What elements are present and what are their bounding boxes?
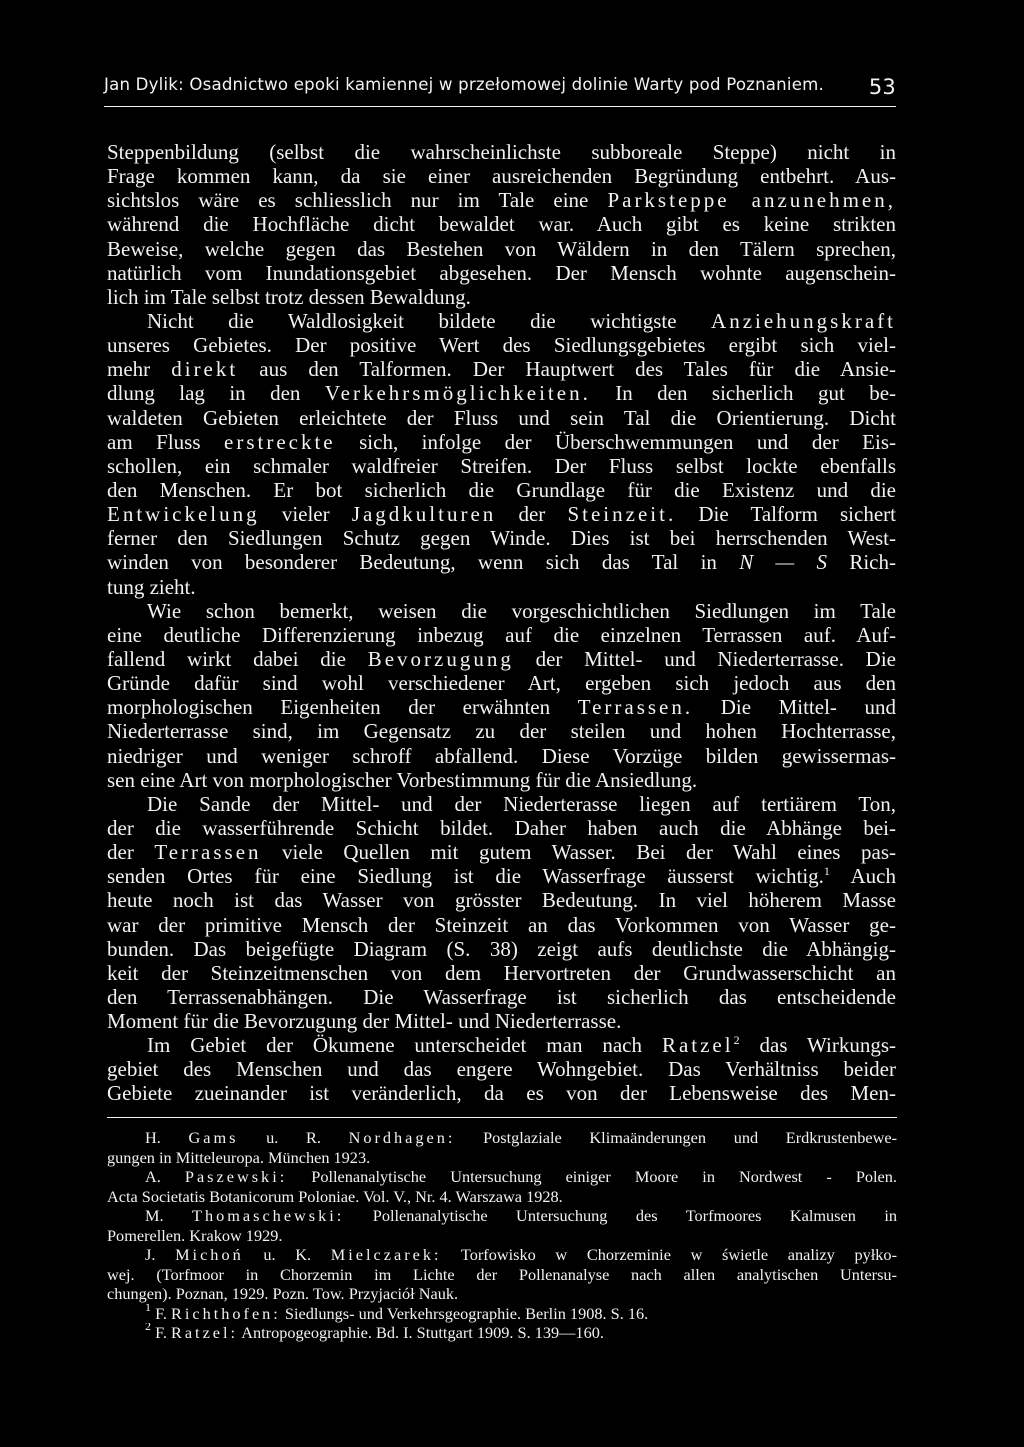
text-run: Postglaziale Klimaänderungen und Erdkrustenbewe- bbox=[455, 1128, 897, 1147]
text-run: J. bbox=[145, 1245, 176, 1264]
spaced-emphasis: Mielczarek: bbox=[330, 1245, 442, 1264]
text-run: während die Hochfläche dicht bewaldet war. Auch gibt es keine strikten bbox=[107, 212, 896, 237]
text-run: waldeten Gebieten erleichtete der Fluss und sein Tal die Orientierung. Dicht bbox=[107, 405, 896, 430]
page-number: 53 bbox=[868, 75, 896, 99]
text-run: H. bbox=[145, 1128, 189, 1147]
spaced-emphasis: Ratzel: bbox=[170, 1323, 239, 1342]
text-line bbox=[107, 1009, 896, 1033]
footnote-line bbox=[107, 1245, 897, 1265]
text-line bbox=[107, 430, 896, 454]
text-line bbox=[107, 937, 896, 961]
text-run: war der primitive Mensch der Steinzeit an das Vorkommen von Wasser ge- bbox=[107, 912, 896, 937]
text-run: sichtslos wäre es schliesslich nur im Tale eine bbox=[107, 188, 608, 213]
text-run: das Wirkungs- bbox=[739, 1033, 896, 1058]
text-run: F. bbox=[151, 1323, 171, 1342]
text-run: Die Sande der Mittel- und der Niederterasse liegen auf tertiärem Ton, bbox=[147, 791, 896, 816]
text-run: der Mittel- und Niederterrasse. Die bbox=[513, 646, 896, 671]
text-run: aus den Talformen. Der Hauptwert des Tales für die Ansie- bbox=[238, 357, 896, 382]
text-run: unseres Gebietes. Der positive Wert des Siedlungsgebietes ergibt sich viel- bbox=[107, 333, 896, 358]
text-line bbox=[107, 164, 896, 188]
running-header bbox=[104, 75, 896, 99]
text-run: vieler bbox=[259, 502, 352, 527]
text-run: niedriger und weniger schroff abfallend. Diese Vorzüge bilden gewissermas- bbox=[107, 743, 896, 768]
text-line bbox=[107, 212, 896, 236]
text-run: Die Mittel- und bbox=[693, 695, 896, 720]
spaced-emphasis: Terrassen. bbox=[577, 695, 694, 720]
footnote-line bbox=[107, 1206, 897, 1226]
text-line bbox=[107, 864, 896, 888]
footnote-line bbox=[107, 1148, 897, 1168]
text-line bbox=[107, 140, 896, 164]
text-run: winden von besonderer Bedeutung, wenn sich das Tal in bbox=[107, 550, 740, 575]
text-line bbox=[107, 1057, 896, 1081]
text-run: u. R. bbox=[238, 1128, 349, 1147]
footnote-ref: 1 bbox=[823, 864, 830, 879]
text-run: bunden. Das beigefügte Diagram (S. 38) zeigt aufs deutlichste die Abhängig- bbox=[107, 936, 896, 961]
text-line bbox=[107, 840, 896, 864]
footnote-ref: 1 bbox=[145, 1303, 151, 1314]
text-run: Gründe dafür sind wohl verschiedener Art, ergeben sich jedoch aus den bbox=[107, 671, 896, 696]
text-line bbox=[107, 526, 896, 550]
text-line bbox=[107, 623, 896, 647]
text-line bbox=[107, 719, 896, 743]
text-run: heute noch ist das Wasser von grösster Bedeutung. In viel höherem Masse bbox=[107, 888, 896, 913]
footnote-line bbox=[107, 1187, 897, 1207]
text-line bbox=[107, 888, 896, 912]
text-line bbox=[107, 261, 896, 285]
text-run: Pollenanalytische Untersuchung des Torfmoores Kalmusen in bbox=[344, 1206, 897, 1225]
text-run: F. bbox=[151, 1303, 171, 1323]
text-run: am Fluss bbox=[107, 429, 224, 454]
text-line bbox=[107, 768, 896, 792]
text-line bbox=[107, 550, 896, 574]
text-line bbox=[107, 237, 896, 261]
text-run: N — S bbox=[739, 550, 828, 575]
text-run: keit der Steinzeitmenschen von dem Hervortreten der Grundwasserschicht an bbox=[107, 960, 896, 985]
text-line bbox=[107, 502, 896, 526]
text-run: dlung lag in den bbox=[107, 381, 325, 406]
spaced-emphasis: Verkehrsmöglichkeiten. bbox=[324, 381, 591, 406]
footnote-line bbox=[107, 1304, 897, 1324]
spaced-emphasis: Terrassen bbox=[154, 840, 262, 865]
text-run: ferner den Siedlungen Schutz gegen Winde. Dies ist bei herrschenden West- bbox=[107, 526, 896, 551]
text-run: Pollenanalytische Untersuchung einiger Moore in Nordwest - Polen. bbox=[287, 1167, 897, 1186]
text-line bbox=[107, 309, 896, 333]
text-run: Gebiete zueinander ist veränderlich, da es von der Lebensweise des Men- bbox=[107, 1081, 896, 1106]
spaced-emphasis: Bevorzugung bbox=[367, 646, 514, 671]
spaced-emphasis: Entwickelung bbox=[107, 502, 260, 527]
text-run: Wie schon bemerkt, weisen die vorgeschichtlichen Siedlungen im Tale bbox=[147, 598, 896, 623]
text-run: M. bbox=[145, 1206, 192, 1225]
text-run: Siedlungs- und Verkehrsgeographie. Berlin 1908. S. 16. bbox=[280, 1303, 649, 1323]
text-line bbox=[107, 1033, 896, 1057]
text-run: tung zieht. bbox=[107, 574, 196, 599]
text-run: der bbox=[496, 502, 568, 527]
text-line bbox=[107, 671, 896, 695]
text-line bbox=[107, 478, 896, 502]
footnote-line bbox=[107, 1284, 897, 1304]
text-run: den Menschen. Er bot sicherlich die Grundlage für die Existenz und die bbox=[107, 477, 896, 502]
spaced-emphasis: Gams bbox=[188, 1128, 239, 1147]
text-run: eine deutliche Differenzierung inbezug auf die einzelnen Terrassen auf. Auf- bbox=[107, 622, 896, 647]
spaced-emphasis: Michoń bbox=[175, 1245, 244, 1264]
text-run: viele Quellen mit gutem Wasser. Bei der Wahl eines pas- bbox=[261, 840, 896, 865]
footnote-line bbox=[107, 1167, 897, 1187]
text-line bbox=[107, 1081, 896, 1105]
spaced-emphasis: direkt bbox=[171, 357, 239, 382]
footnotes bbox=[107, 1128, 897, 1343]
text-run: lich im Tale selbst trotz dessen Bewaldung. bbox=[107, 284, 471, 309]
text-run: der bbox=[107, 840, 155, 865]
footnote-line bbox=[107, 1226, 897, 1246]
text-line bbox=[107, 285, 896, 309]
text-run: chungen). Poznan, 1929. Pozn. Tow. Przyjaciół Nauk. bbox=[107, 1284, 459, 1303]
text-run: In den sicherlich gut be- bbox=[590, 381, 896, 406]
text-line bbox=[107, 792, 896, 816]
spaced-emphasis: Steinzeit. bbox=[567, 502, 677, 527]
text-line bbox=[107, 744, 896, 768]
text-line bbox=[107, 454, 896, 478]
text-line bbox=[107, 816, 896, 840]
text-line bbox=[107, 695, 896, 719]
text-run: natürlich vom Inundationsgebiet abgesehen. Der Mensch wohnte augenschein- bbox=[107, 260, 896, 285]
text-line bbox=[107, 381, 896, 405]
spaced-emphasis: Richthofen: bbox=[170, 1303, 281, 1323]
text-run: sich, infolge der Überschwemmungen und der Eis- bbox=[335, 429, 896, 454]
text-run: gebiet des Menschen und das engere Wohngebiet. Das Verhältniss beider bbox=[107, 1057, 896, 1082]
text-run: Nicht die Waldlosigkeit bildete die wichtigste bbox=[147, 308, 712, 333]
spaced-emphasis: Parksteppe anzunehmen, bbox=[607, 188, 896, 213]
text-line bbox=[107, 357, 896, 381]
text-run: wej. (Torfmoor in Chorzemin im Lichte der Pollenanalyse nach allen analytischen Untersu- bbox=[107, 1264, 897, 1284]
text-run: den Terrassenabhängen. Die Wasserfrage ist sicherlich das entscheidende bbox=[107, 984, 896, 1009]
text-run: der die wasserführende Schicht bildet. Daher haben auch die Abhänge bei- bbox=[107, 815, 896, 840]
text-run: fallend wirkt dabei die bbox=[107, 646, 368, 671]
footnote-separator bbox=[107, 1117, 897, 1118]
spaced-emphasis: Thomaschewski: bbox=[192, 1206, 345, 1225]
text-run: u. K. bbox=[243, 1245, 331, 1264]
text-run: mehr bbox=[107, 357, 172, 382]
running-title: Jan Dylik: Osadnictwo epoki kamiennej w przełomowej dolinie Warty pod Poznaniem. bbox=[104, 75, 824, 94]
text-run: Niederterrasse sind, im Gegensatz zu der steilen und hohen Hochterrasse, bbox=[107, 719, 896, 744]
spaced-emphasis: erstreckte bbox=[224, 429, 336, 454]
footnote-ref: 2 bbox=[145, 1323, 151, 1333]
spaced-emphasis: Nordhagen: bbox=[348, 1128, 456, 1147]
text-run: Steppenbildung (selbst die wahrscheinlichste subboreale Steppe) nicht in bbox=[107, 140, 896, 164]
text-run: A. bbox=[145, 1167, 185, 1186]
text-run: Rich- bbox=[827, 550, 896, 575]
header-rule bbox=[104, 106, 896, 107]
text-run: sen eine Art von morphologischer Vorbestimmung für die Ansiedlung. bbox=[107, 767, 698, 792]
body-text bbox=[107, 140, 896, 1106]
spaced-emphasis: Jagdkulturen bbox=[351, 502, 497, 527]
text-run: senden Ortes für eine Siedlung ist die Wasserfrage äusserst wichtig. bbox=[107, 864, 824, 889]
text-line bbox=[107, 985, 896, 1009]
text-run: Acta Societatis Botanicorum Poloniae. Vol. V., Nr. 4. Warszawa 1928. bbox=[107, 1186, 563, 1206]
text-line bbox=[107, 406, 896, 430]
text-run: Die Talform sichert bbox=[676, 502, 896, 527]
spaced-emphasis: Anziehungskraft bbox=[711, 308, 896, 333]
text-line bbox=[107, 188, 896, 212]
footnote-ref: 2 bbox=[733, 1033, 740, 1048]
footnote-line bbox=[107, 1265, 897, 1285]
text-run: Frage kommen kann, da sie einer ausreichenden Begründung entbehrt. Aus- bbox=[107, 164, 896, 189]
text-run: morphologischen Eigenheiten der erwähnten bbox=[107, 695, 578, 720]
text-line bbox=[107, 961, 896, 985]
text-run: Auch bbox=[829, 864, 896, 889]
spaced-emphasis: Paszewski: bbox=[184, 1167, 288, 1186]
text-line bbox=[107, 913, 896, 937]
text-run: Moment für die Bevorzugung der Mittel- und Niederterrasse. bbox=[107, 1009, 622, 1034]
text-run: Torfowisko w Chorzeminie w świetle analizy pyłko- bbox=[441, 1245, 897, 1264]
text-line bbox=[107, 599, 896, 623]
footnote-line bbox=[107, 1323, 897, 1343]
text-line bbox=[107, 333, 896, 357]
text-run: Pomerellen. Krakow 1929. bbox=[107, 1225, 283, 1245]
text-run: Im Gebiet der Ökumene unterscheidet man nach bbox=[147, 1033, 662, 1058]
text-line bbox=[107, 575, 896, 599]
text-run: gungen in Mitteleuropa. München 1923. bbox=[107, 1147, 371, 1167]
text-run: schollen, ein schmaler waldfreier Streifen. Der Fluss selbst lockte ebenfalls bbox=[107, 453, 896, 478]
footnote-line bbox=[107, 1128, 897, 1148]
text-line bbox=[107, 647, 896, 671]
text-run: Beweise, welche gegen das Bestehen von Wäldern in den Tälern sprechen, bbox=[107, 236, 896, 261]
text-run: Antropogeographie. Bd. I. Stuttgart 1909. S. 139—160. bbox=[238, 1323, 604, 1342]
spaced-emphasis: Ratzel bbox=[661, 1033, 734, 1058]
